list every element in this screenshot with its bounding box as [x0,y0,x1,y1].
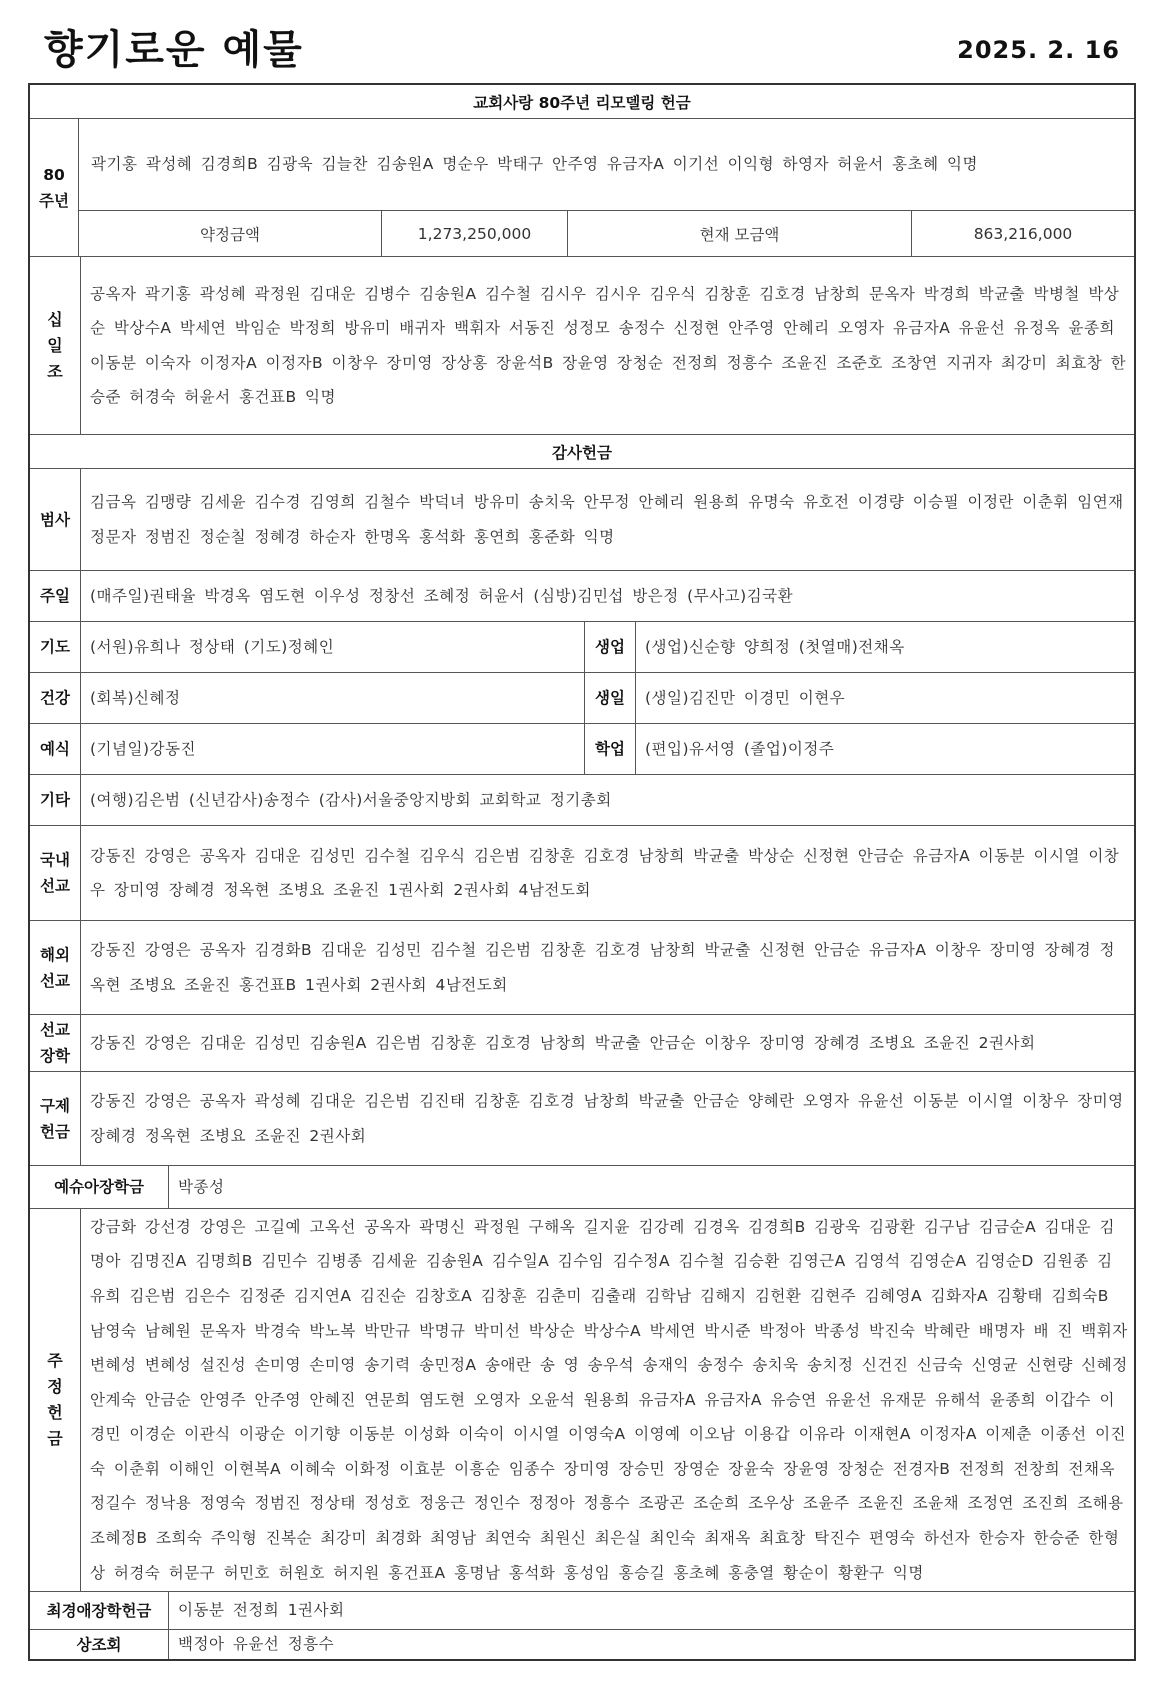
sunday-label-text: 주일 [40,587,70,605]
tithe-label-text: 십일조 [47,309,63,381]
thanks-section-title [30,435,1134,469]
school-label-text: 학업 [595,740,625,758]
mission-scholar-body [80,1015,1134,1071]
overseas-mission-body [80,921,1134,1014]
school-label [585,724,636,774]
choi-scholar-names: 이동분 전정희 1권사회 [178,1601,345,1620]
tithe-body [80,257,1134,434]
mutual-aid-body [168,1630,1134,1659]
remodel-names: 곽기홍 곽성혜 김경희B 김광욱 김늘찬 김송원A 명순우 박태구 안주영 유금자A 이기선 이익형 하영자 허윤서 홍초혜 익명 [91,155,978,174]
tithe-row [30,257,1134,435]
school-body [635,724,1134,774]
relief-names: 강동진 강영은 공옥자 곽성혜 김대운 김은범 김진태 김창훈 김호경 남창희 박균출 안금순 양혜란 오영자 유윤선 이동분 이시열 이창우 장미영 장혜경 정옥현 조병요 조윤진 2권사회 [90,1092,1124,1145]
sunday-row [30,571,1134,622]
date: 2025. 2. 16 [957,36,1120,64]
remodel-amount-row [78,211,1134,256]
mission-scholar-label [30,1015,81,1071]
sunday-label [30,571,81,621]
weekly-body [80,1209,1134,1591]
health-birthday-row [30,673,1134,724]
mission-scholar-names: 강동진 강영은 김대운 김성민 김송원A 김은범 김창훈 김호경 남창희 박균출 안금순 이창우 장미영 장혜경 조병요 조윤진 2권사회 [90,1033,1036,1052]
birthday-label [585,673,636,723]
beomsa-names: 김금옥 김맹량 김세윤 김수경 김영희 김철수 박덕녀 방유미 송치욱 안무정 안혜리 원용희 유명숙 유호전 이경량 이승필 이정란 이춘휘 임연재 정문자 정범진 정순칠 정혜경 하순자 한명옥 홍석화 홍연희 홍준화 익명 [90,493,1124,546]
health-label [30,673,81,723]
current-amount-cell [911,211,1134,256]
beomsa-label [30,469,81,570]
choi-scholar-label [30,1592,169,1629]
ceremony-school-row [30,724,1134,775]
overseas-mission-label-text: 해외 선교 [40,945,70,990]
domestic-mission-label [30,826,81,920]
etc-label [30,775,81,825]
mission-scholar-label-text: 선교 장학 [40,1021,70,1065]
pledge-amount-cell [381,211,567,256]
offering-table [28,83,1136,1661]
mutual-aid-label-text: 상조회 [76,1635,122,1654]
choi-scholar-body [168,1592,1134,1629]
sunday-text: (매주일)권태율 박경옥 염도현 이우성 정창선 조혜정 허윤서 (심방)김민섭 방은정 (무사고)김국환 [90,586,794,605]
beomsa-row [30,469,1134,571]
pledge-amount: 1,273,250,000 [417,224,532,243]
ceremony-body [80,724,584,774]
health-label-text: 건강 [40,689,70,707]
jesus-kid-label [30,1166,169,1208]
relief-label [30,1072,81,1165]
current-label-cell [567,211,911,256]
etc-label-text: 기타 [40,791,70,809]
remodel-label-text: 80 주년 [39,165,69,210]
beomsa-label-text: 범사 [40,510,70,529]
school-text: (편입)유서영 (졸업)이정주 [645,739,835,758]
birthday-text: (생일)김진만 이경민 이현우 [645,688,846,707]
relief-label-text: 구제 헌금 [40,1096,70,1141]
birthday-label-text: 생일 [595,689,625,707]
jesus-kid-body [168,1166,1134,1208]
prayer-label [30,622,81,672]
etc-text: (여행)김은범 (신년감사)송정수 (감사)서울중앙지방회 교회학교 정기총회 [90,790,612,809]
weekly-names: 강금화 강선경 강영은 고길예 고옥선 공옥자 곽명신 곽정원 구해옥 길지윤 김강례 김경옥 김경희B 김광욱 김광환 김구남 김금순A 김대운 김명아 김명진A 김명희B 김민수 김병종 김세윤 김송원A 김수일A 김수임 김수정A 김수철 김승환 김영근A 김영석 김영순A 김영순D 김원종 김유희 김은범 김은수 김정준 김지연A 김진순 김창호A 김창훈 김춘미 김출래 김학남 김해지 김헌환 김현주 김혜영A 김화자A 김황태 김희숙B 남영숙 남혜원 문옥자 박경숙 박노복 박만규 박명규 박미선 박상순 박상수A 박세연 박시준 박정아 박종성 박진숙 박혜란 배명자 배 진 백휘자 변혜성 변혜성 설진성 손미영 손미영 송기력 송민정A 송애란 송 영 송우석 송재익 송정수 송치욱 송치정 신건진 신금숙 신영균 신현량 신혜정 안계숙 안금순 안영주 안주영 안혜진 연문희 염도현 오영자 오윤석 원용희 유금자A 유금자A 유승연 유윤선 유재문 유해석 윤종희 이갑수 이경민 이경순 이관식 이광순 이기향 이동분 이성화 이숙이 이시열 이영숙A 이영예 이오남 이용갑 이유라 이재현A 이정자A 이제춘 이종선 이진숙 이춘휘 이해인 이현복A 이혜숙 이화정 이효분 이흥순 임종수 장미영 장승민 장영순 장윤숙 장윤영 장청순 전경자B 전정희 전창희 전채옥 정길수 정낙용 정영숙 정범진 정상태 정성호 정웅근 정인수 정정아 정흥수 조광곤 조순희 조우상 조윤주 조윤진 조윤채 조정연 조진희 조해용 조혜정B 조희숙 주익형 진복순 최강미 최경화 최영남 최연숙 최원신 최은실 최인숙 최재옥 최효창 탁진수 편영숙 하선자 한승자 한승준 한형상 허경숙 허문구 허민호 허원호 허지원 홍건표A 홍명남 홍석화 홍성임 홍승길 홍초혜 홍충열 황순이 황환구 익명 [90,1217,1128,1582]
pledge-label: 약정금액 [200,225,260,244]
health-text: (회복)신혜정 [90,688,181,707]
domestic-mission-row [30,826,1134,921]
mutual-aid-label [30,1630,169,1659]
jesus-kid-row [30,1166,1134,1209]
etc-body [80,775,1134,825]
tithe-names: 공옥자 곽기홍 곽성혜 곽정원 김대운 김병수 김송원A 김수철 김시우 김시우 김우식 김창훈 김호경 남창희 문옥자 박경희 박균출 박병철 박상순 박상수A 박세연 박임순 박정희 방유미 배귀자 백휘자 서동진 성정모 송정수 신정현 안주영 안혜리 오영자 유금자A 유윤선 유정옥 윤종희 이동분 이숙자 이정자A 이정자B 이창우 장미영 장상홍 장윤석B 장윤영 장청순 전정희 정흥수 조윤진 조준호 조창연 지귀자 최강미 최효창 한승준 허경숙 허윤서 홍건표B 익명 [90,284,1127,406]
ceremony-text: (기념일)강동진 [90,739,196,758]
ceremony-label-text: 예식 [40,740,70,758]
overseas-mission-row [30,921,1134,1015]
business-text: (생업)신순향 양희정 (첫열매)전채옥 [645,637,905,656]
sunday-body [80,571,1134,621]
birthday-cell [584,673,1134,723]
prayer-body [80,622,584,672]
domestic-mission-body [80,826,1134,920]
mutual-aid-names: 백정아 유윤선 정흥수 [178,1635,335,1654]
jesus-kid-names: 박종성 [178,1177,225,1196]
mutual-aid-row [30,1630,1134,1659]
prayer-label-text: 기도 [40,638,70,656]
current-label: 현재 모금액 [699,225,780,244]
remodel-section-title-text: 교회사랑 80주년 리모델링 헌금 [473,93,691,112]
domestic-mission-label-text: 국내 선교 [40,851,70,895]
current-amount: 863,216,000 [973,224,1073,243]
prayer-text: (서원)유희나 정상태 (기도)정혜인 [90,637,335,656]
overseas-mission-label [30,921,81,1014]
pledge-label-cell [79,211,381,256]
business-body [635,622,1134,672]
weekly-label-text: 주정헌금 [47,1351,63,1448]
etc-row [30,775,1134,826]
remodel-row [30,119,1134,257]
choi-scholar-label-text: 최경애장학헌금 [46,1601,152,1620]
mission-scholar-row [30,1015,1134,1072]
choi-scholar-row [30,1592,1134,1630]
thanks-section-title-text: 감사헌금 [552,443,612,462]
prayer-business-row [30,622,1134,673]
school-cell [584,724,1134,774]
jesus-kid-label-text: 예슈아장학금 [54,1178,144,1196]
birthday-body [635,673,1134,723]
overseas-mission-names: 강동진 강영은 공옥자 김경화B 김대운 김성민 김수철 김은범 김창훈 김호경 남창희 박균출 신정현 안금순 유금자A 이창우 장미영 장혜경 정옥현 조병요 조윤진 홍건표B 1권사회 2권사회 4남전도회 [90,941,1115,994]
relief-body [80,1072,1134,1165]
remodel-names-cell [78,119,1134,211]
page-title: 향기로운 예물 [44,27,304,73]
remodel-section-title [30,85,1134,119]
business-label-text: 생업 [595,638,625,656]
weekly-row [30,1209,1134,1592]
tithe-label [30,257,81,434]
business-label [585,622,636,672]
remodel-label [30,119,79,256]
beomsa-body [80,469,1134,570]
weekly-label [30,1209,81,1591]
ceremony-label [30,724,81,774]
business-cell [584,622,1134,672]
relief-row [30,1072,1134,1166]
domestic-mission-names: 강동진 강영은 공옥자 김대운 김성민 김수철 김우식 김은범 김창훈 김호경 남창희 박균출 박상순 신정현 안금순 유금자A 이동분 이시열 이창우 장미영 장혜경 정옥현 조병요 조윤진 1권사회 2권사회 4남전도회 [90,846,1120,899]
health-body [80,673,584,723]
